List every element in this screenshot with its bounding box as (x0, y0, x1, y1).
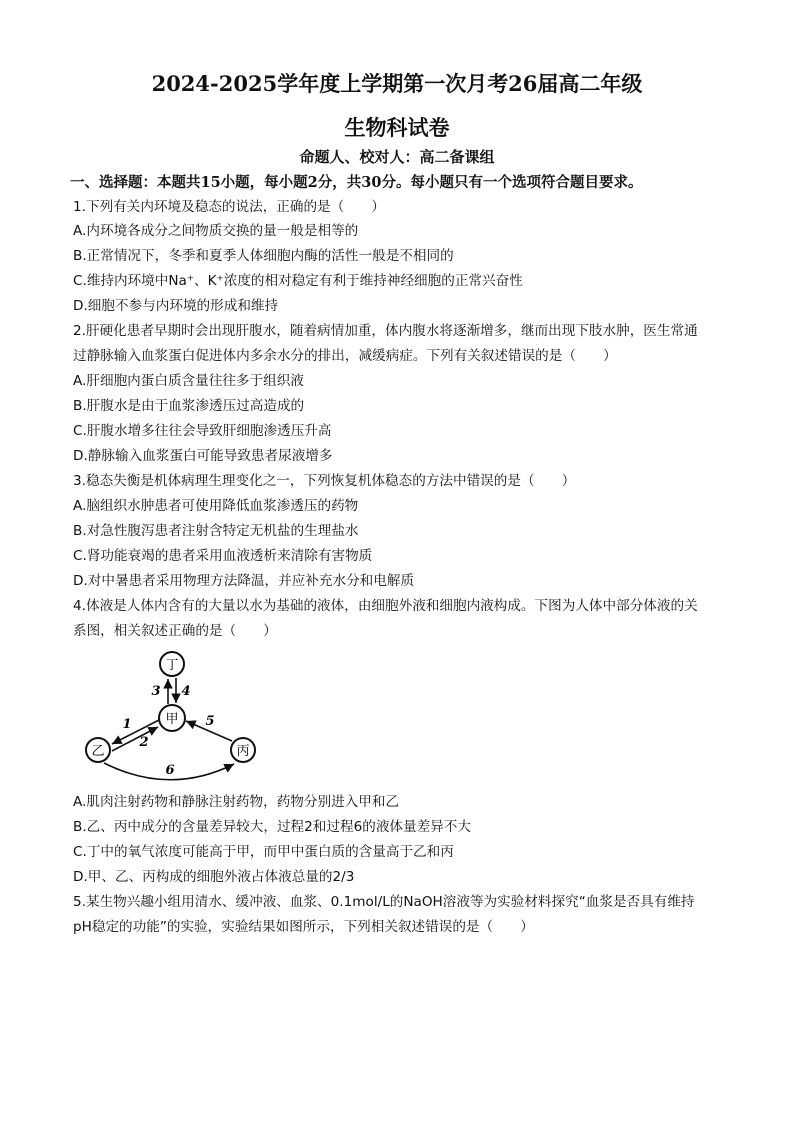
q4-option-a: A.肌肉注射药物和静脉注射药物，药物分别进入甲和乙 (73, 794, 400, 810)
q1-stem: 1.下列有关内环境及稳态的说法，正确的是（ ） (73, 199, 386, 215)
label-3: 3 (151, 684, 161, 699)
q1-option-d: D.细胞不参与内环境的形成和维持 (73, 298, 279, 314)
q4-stem-line1: 4.体液是人体内含有的大量以水为基础的液体，由细胞外液和细胞内液构成。下图为人体中部分体液的关 (73, 598, 698, 614)
node-ding-label: 丁 (165, 658, 179, 673)
arrow-1 (112, 720, 159, 744)
section-heading: 一、选择题：本题共15小题，每小题2分，共30分。每小题只有一个选项符合题目要求。 (70, 174, 643, 191)
node-jia-label: 甲 (165, 712, 179, 727)
q2-option-c: C.肝腹水增多往往会导致肝细胞渗透压升高 (73, 423, 332, 439)
exam-subtitle: 生物科试卷 (344, 115, 450, 140)
label-6: 6 (165, 763, 175, 778)
q3-stem: 3.稳态失衡是机体病理生理变化之一，下列恢复机体稳态的方法中错误的是（ ） (73, 473, 576, 489)
q3-option-d: D.对中暑患者采用物理方法降温，并应补充水分和电解质 (73, 573, 415, 589)
q1-option-c: C.维持内环境中Na⁺、K⁺浓度的相对稳定有利于维持神经细胞的正常兴奋性 (73, 273, 523, 289)
exam-authors: 命题人、校对人：高二备课组 (299, 148, 495, 166)
q2-stem-line2: 过静脉输入血浆蛋白促进体内多余水分的排出，减缓病症。下列有关叙述错误的是（ ） (73, 348, 617, 364)
label-4: 4 (181, 684, 191, 699)
node-bing-label: 丙 (236, 744, 250, 759)
q4-option-b: B.乙、丙中成分的含量差异较大，过程2和过程6的液体量差异不大 (73, 819, 471, 835)
q4-option-d: D.甲、乙、丙构成的细胞外液占体液总量的2/3 (73, 869, 355, 885)
q5-stem-line1: 5.某生物兴趣小组用清水、缓冲液、血浆、0.1mol/L的NaOH溶液等为实验材料探究“血浆是否具有维持 (73, 894, 695, 910)
body-fluid-diagram (82, 648, 272, 788)
q2-option-d: D.静脉输入血浆蛋白可能导致患者尿液增多 (73, 448, 333, 464)
label-1: 1 (122, 717, 132, 732)
q1-option-b: B.正常情况下，冬季和夏季人体细胞内酶的活性一般是不相同的 (73, 248, 454, 264)
arrow-2 (112, 727, 158, 751)
q3-option-c: C.肾功能衰竭的患者采用血液透析来清除有害物质 (73, 548, 373, 564)
q4-option-c: C.丁中的氧气浓度可能高于甲，而甲中蛋白质的含量高于乙和丙 (73, 844, 454, 860)
q3-option-b: B.对急性腹泻患者注射含特定无机盐的生理盐水 (73, 523, 359, 539)
node-yi-label: 乙 (91, 744, 105, 759)
exam-title: 2024-2025学年度上学期第一次月考26届高二年级 (151, 71, 643, 96)
q3-option-a: A.脑组织水肿患者可使用降低血浆渗透压的药物 (73, 498, 359, 514)
q2-stem-line1: 2.肝硬化患者早期时会出现肝腹水，随着病情加重，体内腹水将逐渐增多，继而出现下肢水肿，医生常通 (73, 323, 698, 339)
q2-option-a: A.肝细胞内蛋白质含量往往多于组织液 (73, 373, 304, 389)
q5-stem-line2: pH稳定的功能”的实验，实验结果如图所示，下列相关叙述错误的是（ ） (73, 919, 534, 935)
label-5: 5 (205, 714, 215, 729)
q2-option-b: B.肝腹水是由于血浆渗透压过高造成的 (73, 398, 305, 414)
label-2: 2 (139, 735, 149, 750)
q4-stem-line2: 系图，相关叙述正确的是（ ） (73, 623, 277, 639)
q1-option-a: A.内环境各成分之间物质交换的量一般是相等的 (73, 223, 359, 239)
